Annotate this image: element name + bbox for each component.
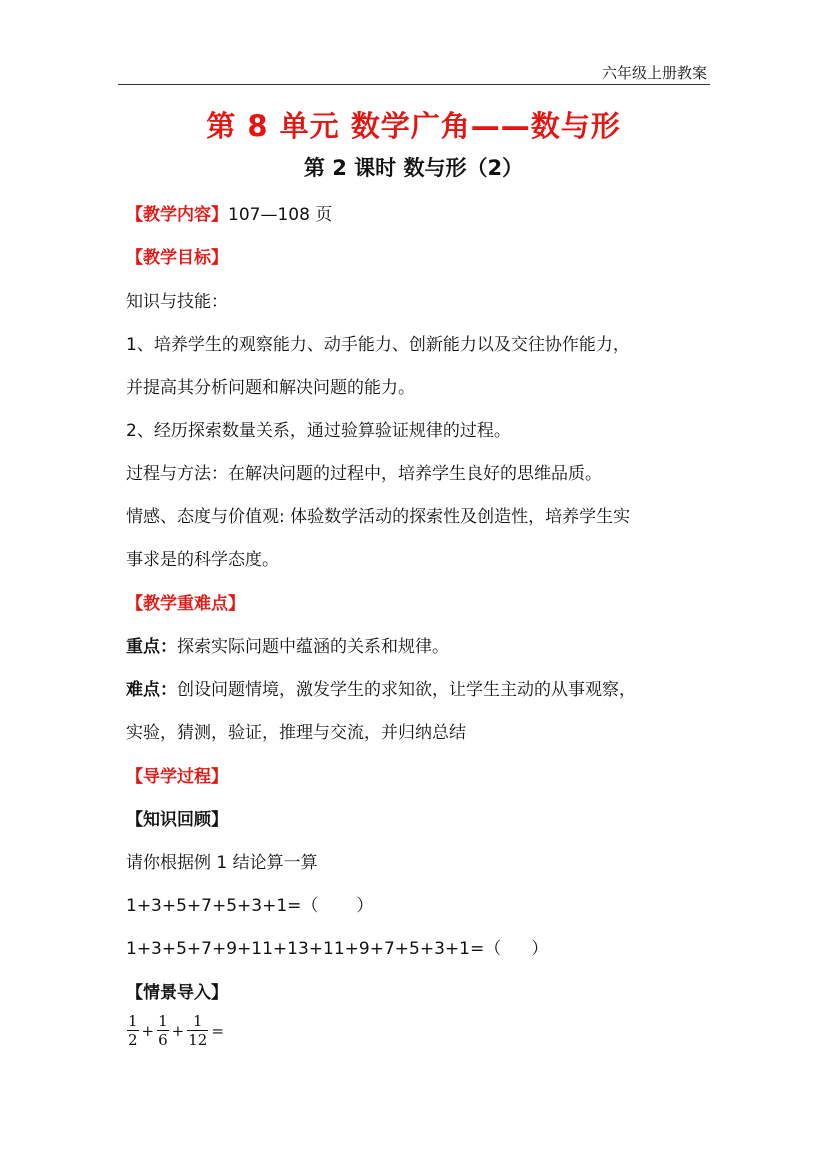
objective-item2: 2、经历探索数量关系，通过验算验证规律的过程。: [126, 421, 511, 441]
equation-2-text: 1+3+5+7+9+11+13+11+9+7+5+3+1=（: [126, 939, 502, 959]
content-text: 107—108 页: [228, 205, 333, 225]
fraction-2: $\frac{1}{6}$: [158, 1012, 168, 1049]
equation-1: [126, 891, 373, 916]
page-title: 第 8 单元 数学广角——数与形: [206, 109, 621, 143]
knowledge-heading: 知识与技能：: [126, 292, 228, 312]
content-label: 【教学内容】: [126, 205, 228, 225]
equation-1-text: 1+3+5+7+5+3+1=（: [126, 896, 319, 916]
process-label: 【导学过程】: [126, 767, 228, 787]
fraction-1: $\frac{1}{2}$: [128, 1012, 138, 1049]
focus-label: 重点：: [126, 637, 177, 657]
emotion-line2: 事求是的科学态度。: [126, 550, 279, 570]
difficulty-text1: 创设问题情境，激发学生的求知欲，让学生主动的从事观察，: [177, 680, 636, 700]
difficulty-line2: 实验，猜测，验证，推理与交流，并归纳总结: [126, 723, 466, 743]
difficulty-label: 难点：: [126, 680, 177, 700]
header-rule: [118, 84, 710, 85]
objective-item1-line2: 并提高其分析问题和解决问题的能力。: [126, 378, 415, 398]
equation-1-close: ）: [356, 896, 374, 916]
objective-item1-line1: 1、培养学生的观察能力、动手能力、创新能力以及交往协作能力，: [126, 335, 630, 355]
equals-sign: =: [211, 1021, 224, 1040]
fraction-expression: [126, 1012, 226, 1049]
difficulty-line1: [126, 675, 636, 700]
objectives-label: 【教学目标】: [126, 248, 228, 268]
key-points-label: 【教学重难点】: [126, 594, 245, 614]
review-label: 【知识回顾】: [126, 810, 228, 830]
plus-sign: +: [171, 1021, 185, 1040]
page-subtitle: 第 2 课时 数与形（2）: [303, 156, 524, 180]
content-line: [126, 200, 332, 225]
equation-2-close: ）: [531, 939, 549, 959]
emotion-line1: 情感、态度与价值观: 体验数学活动的探索性及创造性，培养学生实: [126, 507, 631, 527]
process-method: 过程与方法：在解决问题的过程中，培养学生良好的思维品质。: [126, 464, 602, 484]
focus-line: [126, 632, 449, 657]
fraction-3: $\frac{1}{12}$: [188, 1012, 208, 1049]
focus-text: 探索实际问题中蕴涵的关系和规律。: [177, 637, 449, 657]
equation-2: [126, 934, 548, 959]
review-prompt: 请你根据例 1 结论算一算: [126, 853, 318, 873]
header-text: 六年级上册教案: [601, 64, 707, 82]
scene-label: 【情景导入】: [126, 983, 228, 1003]
plus-sign: +: [141, 1021, 155, 1040]
